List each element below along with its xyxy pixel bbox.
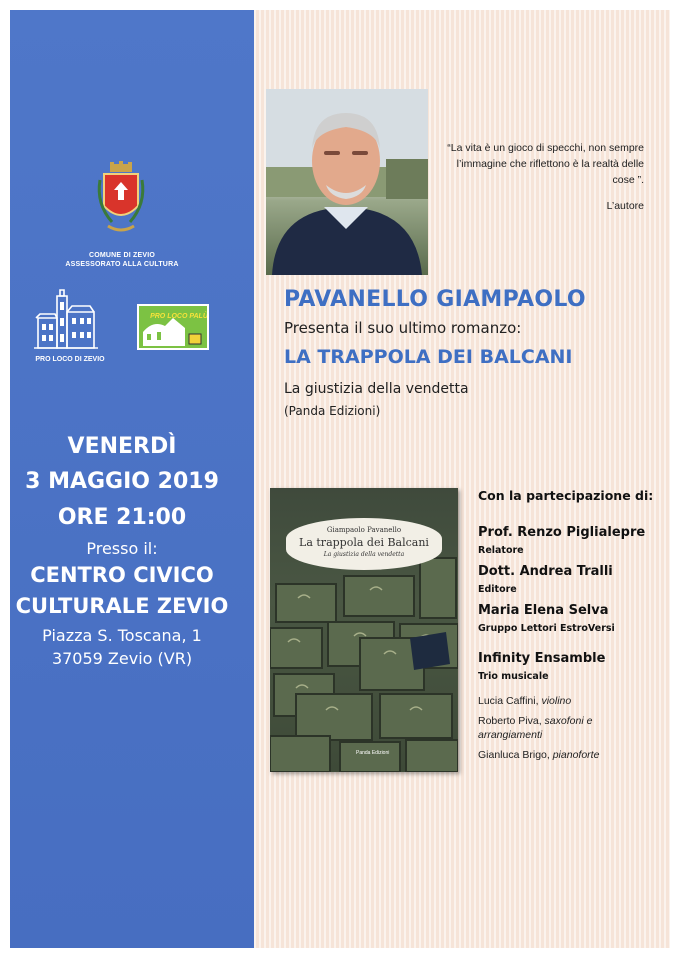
book-subtitle: La giustizia della vendetta bbox=[284, 381, 469, 397]
musician-instrument: pianoforte bbox=[552, 749, 600, 761]
pro-loco-palu-logo-icon bbox=[139, 306, 207, 348]
participant-role: Editore bbox=[478, 584, 517, 595]
comune-name: COMUNE DI ZEVIO bbox=[88, 252, 155, 259]
musician-line bbox=[478, 694, 648, 708]
pro-loco-label: PRO LOCO DI ZEVIO bbox=[35, 356, 105, 363]
author-portrait-icon bbox=[266, 89, 428, 275]
participant-role: Trio musicale bbox=[478, 671, 549, 682]
author-quote: “La vita è un gioco di specchi, non sempre l’immagine che riflettono è la realtà delle cose ”. bbox=[447, 142, 644, 186]
cover-publisher-mark: Panda Edizioni bbox=[356, 750, 390, 756]
pro-loco-palu-logo-text: PRO LOCO PALÙ bbox=[150, 313, 207, 320]
musician-name: Gianluca Brigo, bbox=[478, 749, 553, 761]
book-title: LA TRAPPOLA DEI BALCANI bbox=[284, 346, 573, 368]
book-cover-label bbox=[286, 518, 442, 570]
event-date: 3 MAGGIO 2019 bbox=[25, 469, 219, 494]
assessorato-label: ASSESSORATO ALLA CULTURA bbox=[65, 261, 179, 268]
musician-instrument: violino bbox=[541, 695, 572, 707]
cover-subtitle: La giustizia della vendetta bbox=[323, 551, 405, 558]
comune-coat-of-arms-icon bbox=[94, 160, 148, 240]
participant-name: Prof. Renzo Piglialepre bbox=[478, 525, 646, 540]
pro-loco-palu-logo bbox=[137, 304, 209, 350]
quote-attribution: L’autore bbox=[606, 200, 644, 212]
pro-loco-tower-logo-icon bbox=[30, 288, 102, 354]
presso-label: Presso il: bbox=[86, 539, 158, 558]
event-time: ORE 21:00 bbox=[57, 505, 187, 530]
presenta-text: Presenta il suo ultimo romanzo: bbox=[284, 319, 522, 337]
venue-address-line2: 37059 Zevio (VR) bbox=[51, 649, 193, 668]
participant-name: Maria Elena Selva bbox=[478, 603, 609, 618]
musician-instrument: saxofoni e arrangiamenti bbox=[478, 715, 593, 741]
book-cover-image bbox=[270, 488, 458, 772]
participant-name: Dott. Andrea Tralli bbox=[478, 564, 613, 579]
author-name: PAVANELLO GIAMPAOLO bbox=[284, 287, 586, 312]
cover-author: Giampaolo Pavanello bbox=[326, 526, 402, 534]
venue-address-line1: Piazza S. Toscana, 1 bbox=[42, 626, 202, 645]
event-day: VENERDÌ bbox=[67, 434, 177, 459]
author-photo bbox=[266, 89, 428, 275]
participant-role: Gruppo Lettori EstroVersi bbox=[478, 623, 615, 634]
musician-name: Lucia Caffini, bbox=[478, 695, 542, 707]
musician-line bbox=[478, 748, 648, 762]
publisher-label: (Panda Edizioni) bbox=[284, 404, 381, 418]
musician-line bbox=[478, 714, 648, 742]
participant-name: Infinity Ensamble bbox=[478, 651, 606, 666]
cover-title: La trappola dei Balcani bbox=[299, 536, 429, 549]
participant-role: Relatore bbox=[478, 545, 524, 556]
participants-header: Con la partecipazione di: bbox=[478, 488, 654, 503]
venue-name-line1: CENTRO CIVICO bbox=[30, 563, 214, 587]
venue-name-line2: CULTURALE ZEVIO bbox=[15, 594, 229, 618]
musician-name: Roberto Piva, bbox=[478, 715, 545, 727]
